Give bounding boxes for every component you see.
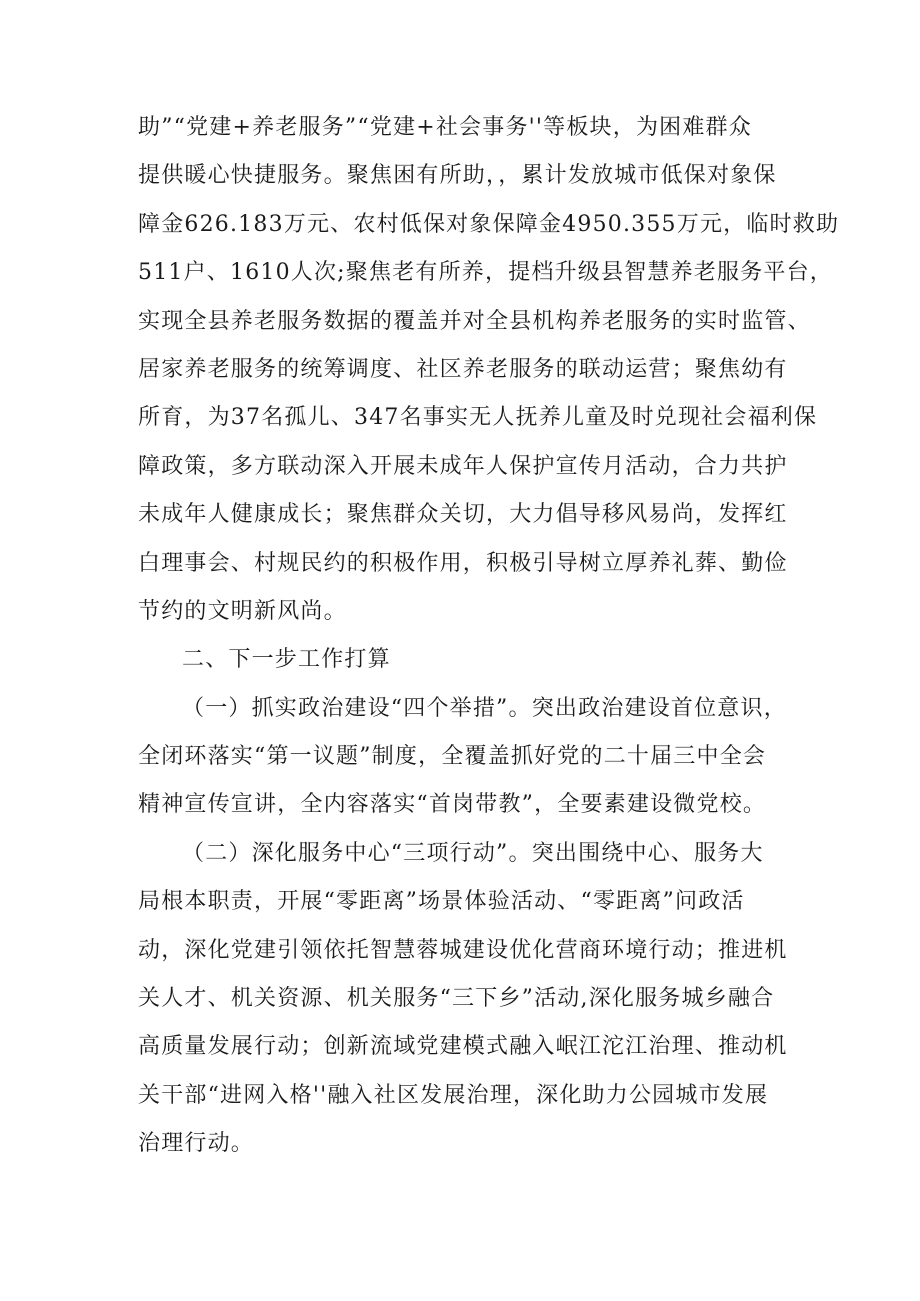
paragraph-political-building [138,685,798,830]
text-line: 精神宣传宣讲，全内容落实“首岗带教”，全要素建设微党校。 [138,792,767,818]
text-line: 障金626.183万元、农村低保对象保障金4950.355万元，临时救助 [138,211,840,237]
text-line: 障政策，多方联动深入开展未成年人保护宣传月活动，合力共护 [138,453,788,479]
text-line: 关干部“进网入格''融入社区发展治理，深化助力公园城市发展 [138,1082,769,1108]
text-line: 高质量发展行动；创新流域党建模式融入岷江沱江治理、推动机 [138,1034,788,1060]
text-line: 未成年人健康成长；聚焦群众关切，大力倡导移风易尚，发挥红 [138,502,788,528]
text-line: 所育，为37名孤儿、347名事实无人抚养儿童及时兑现社会福利保 [138,405,818,431]
text-line: 节约的文明新风尚。 [138,598,347,624]
text-line: 居家养老服务的统筹调度、社区养老服务的联动运营；聚焦幼有 [138,356,788,382]
text-line: 511户、1610人次;聚焦老有所养，提档升级县智慧养老服务平台， [138,260,833,286]
text-line: 全闭环落实“第一议题”制度，全覆盖抓好党的二十届三中全会 [138,744,767,770]
text-line: 白理事会、村规民约的积极作用，积极引导树立厚养礼葬、勤俭 [138,550,788,576]
text-line: 动，深化党建引领依托智慧蓉城建设优化营商环境行动；推进机 [138,937,788,963]
section-heading: 二、下一步工作打算 [182,647,391,673]
document-body [138,104,840,1169]
text-line: 助”“党建+养老服务”“党建+社会事务''等板块，为困难群众 [138,115,752,140]
text-line: （一）抓实政治建设“四个举措”。突出政治建设首位意识， [182,695,787,721]
text-line: 局根本职责，开展“零距离”场景体验活动、“零距离”问政活 [138,889,745,915]
paragraph-service-center [138,830,798,1169]
text-line: 实现全县养老服务数据的覆盖并对全县机构养老服务的实时监管、 [138,308,811,334]
text-line: 提供暖心快捷服务。聚焦困有所助，，累计发放城市低保对象保 [138,163,777,189]
paragraph-social-services [138,104,840,636]
text-line: 关人才、机关资源、机关服务“三下乡”活动,深化服务城乡融合 [138,986,775,1012]
text-line: （二）深化服务中心“三项行动”。突出围绕中心、服务大 [182,840,764,866]
text-line: 治理行动。 [138,1131,255,1157]
